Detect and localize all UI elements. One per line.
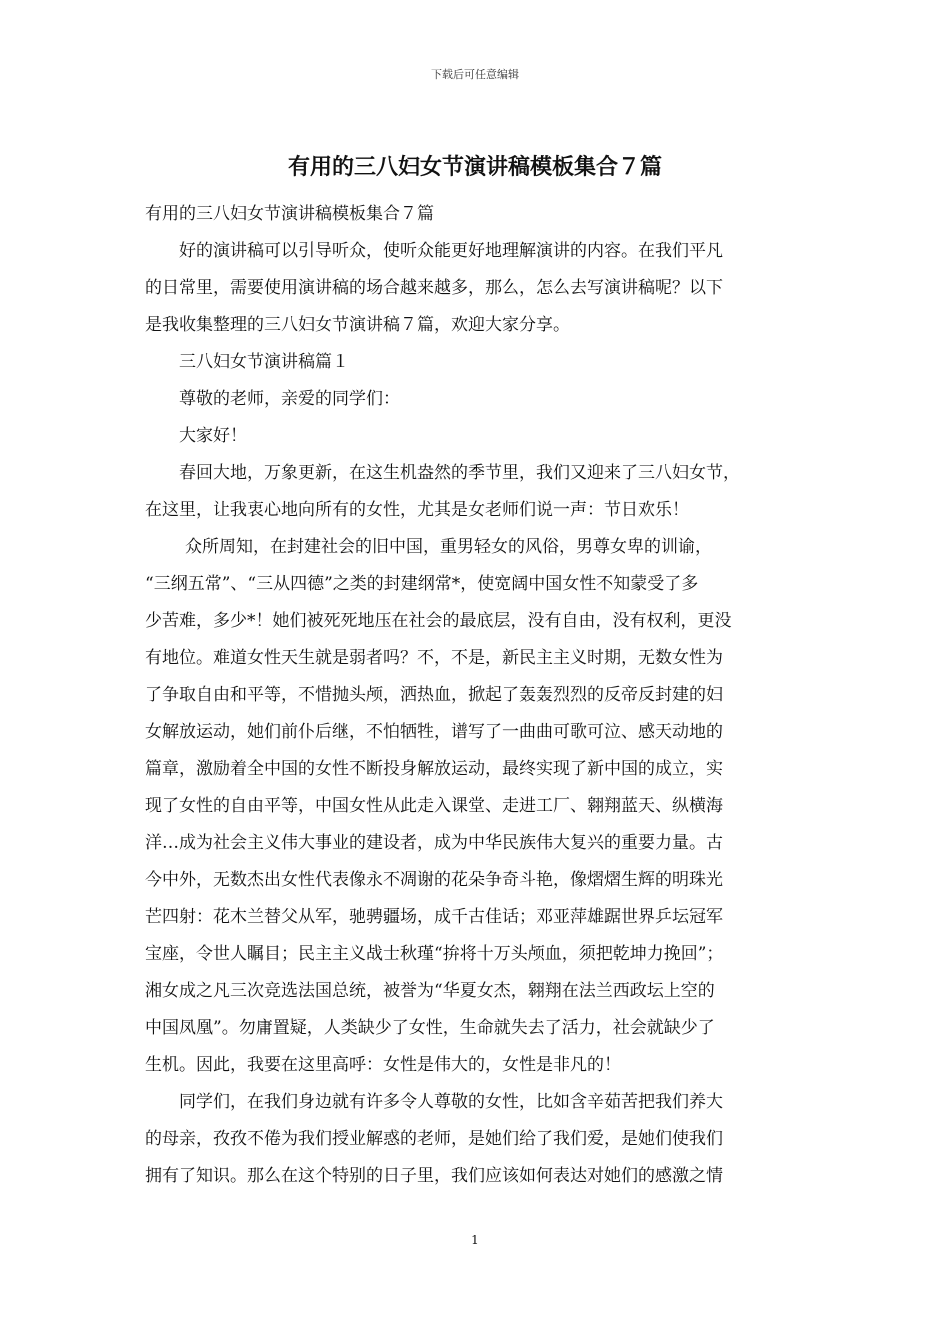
paragraph-line: “三纲五常”、“三从四德”之类的封建纲常*，使宽阔中国女性不知蒙受了多 [145,574,699,594]
paragraph-line: 有地位。难道女性天生就是弱者吗？不，不是，新民主主义时期，无数女性为 [145,648,723,668]
paragraph-line: 拥有了知识。那么在这个特别的日子里，我们应该如何表达对她们的感激之情 [145,1166,723,1186]
paragraph-line: 芒四射：花木兰替父从军，驰骋疆场，成千古佳话；邓亚萍雄踞世界乒坛冠军 [145,907,723,927]
paragraph-line: 生机。因此，我要在这里高呼：女性是伟大的，女性是非凡的！ [145,1055,621,1075]
greeting-line: 大家好！ [179,426,247,446]
paragraph-line: 同学们，在我们身边就有许多令人尊敬的女性，比如含辛茹苦把我们养大 [179,1092,723,1112]
paragraph-line: 的日常里，需要使用演讲稿的场合越来越多，那么，怎么去写演讲稿呢？以下 [145,278,723,298]
paragraph-line: 女解放运动，她们前仆后继，不怕牺牲，谱写了一曲曲可歌可泣、感天动地的 [145,722,723,742]
page-number: 1 [471,1233,479,1247]
paragraph-line: 宝座，令世人瞩目；民主主义战士秋瑾“拚将十万头颅血，须把乾坤力挽回”； [145,944,724,964]
page-header: 下载后可任意编辑 [431,68,519,81]
paragraph-line: 的母亲，孜孜不倦为我们授业解惑的老师，是她们给了我们爱，是她们使我们 [145,1129,723,1149]
salutation-line: 尊敬的老师，亲爱的同学们： [179,389,400,409]
paragraph-line: 春回大地，万象更新，在这生机盎然的季节里，我们又迎来了三八妇女节， [179,463,740,483]
paragraph-line: 了争取自由和平等，不惜抛头颅，洒热血，掀起了轰轰烈烈的反帝反封建的妇 [145,685,723,705]
paragraph-line: 是我收集整理的三八妇女节演讲稿７篇，欢迎大家分享。 [145,315,570,335]
paragraph-line: 少苦难，多少*！她们被死死地压在社会的最底层，没有自由，没有权利，更没 [145,611,732,631]
document-body [145,196,807,1195]
paragraph-line: 洋…成为社会主义伟大事业的建设者，成为中华民族伟大复兴的重要力量。古 [145,833,723,853]
section-heading: 三八妇女节演讲稿篇１ [179,352,349,372]
paragraph-line: 篇章，激励着全中国的女性不断投身解放运动，最终实现了新中国的成立，实 [145,759,723,779]
paragraph-line: 今中外，无数杰出女性代表像永不凋谢的花朵争奇斗艳，像熠熠生辉的明珠光 [145,870,723,890]
document-title: 有用的三八妇女节演讲稿模板集合７篇 [287,155,662,180]
paragraph-line: 好的演讲稿可以引导听众，使听众能更好地理解演讲的内容。在我们平凡 [179,241,723,261]
subtitle-line: 有用的三八妇女节演讲稿模板集合７篇 [145,204,434,224]
paragraph-line: 众所周知，在封建社会的旧中国，重男轻女的风俗，男尊女卑的训谕， [185,537,712,557]
paragraph-line: 湘女成之凡三次竞选法国总统，被誉为“华夏女杰，翱翔在法兰西政坛上空的 [145,981,715,1001]
paragraph-line: 现了女性的自由平等，中国女性从此走入课堂、走进工厂、翱翔蓝天、纵横海 [145,796,723,816]
paragraph-line: 在这里，让我衷心地向所有的女性，尤其是女老师们说一声：节日欢乐！ [145,500,689,520]
paragraph-line: 中国凤凰”。勿庸置疑，人类缺少了女性，生命就失去了活力，社会就缺少了 [145,1018,715,1038]
